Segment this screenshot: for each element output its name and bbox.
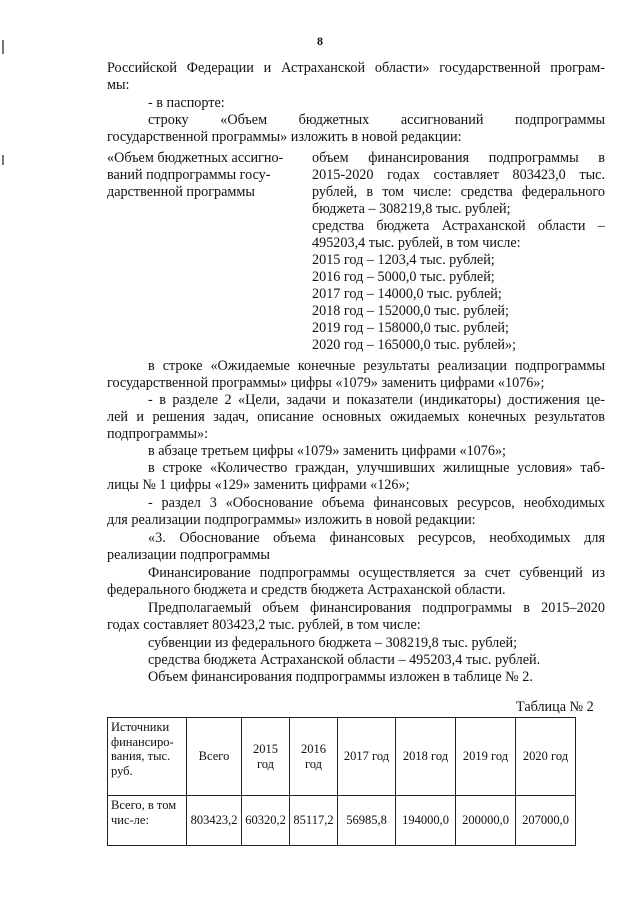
passport-value-line: 2015 год – 1203,4 тыс. рублей; <box>312 252 495 268</box>
header-year-cell: 2019 год <box>456 718 516 796</box>
passport-value-line: рублей, в том числе: средства федерального <box>312 184 605 200</box>
text-line: лицы № 1 цифры «129» заменить цифрами «126»; <box>107 477 410 493</box>
text-line: Российской Федерации и Астраханской области» государственной програм- <box>107 60 605 76</box>
passport-value-line: объем финансирования подпрограммы в <box>312 150 605 166</box>
text-line: государственной программы» цифры «1079» заменить цифрами «1076»; <box>107 375 545 391</box>
passport-value-line: 2017 год – 14000,0 тыс. рублей; <box>312 286 502 302</box>
header-year-cell: 2017 год <box>338 718 396 796</box>
text-line: в строке «Количество граждан, улучшивших жилищные условия» таб- <box>148 460 605 476</box>
text-line: Объем финансирования подпрограммы изложен в таблице № 2. <box>148 669 533 685</box>
text-line: - раздел 3 «Обоснование объема финансовых ресурсов, необходимых <box>148 495 605 511</box>
scan-edge-mark <box>2 155 4 165</box>
header-total-cell: Всего <box>187 718 242 796</box>
passport-value-line: 2018 год – 152000,0 тыс. рублей; <box>312 303 509 319</box>
header-year-cell: 2020 год <box>516 718 576 796</box>
passport-value-line: 2015-2020 годах составляет 803423,0 тыс. <box>312 167 605 183</box>
row-value-cell: 207000,0 <box>516 796 576 846</box>
table-caption: Таблица № 2 <box>516 699 594 715</box>
text-line: в абзаце третьем цифры «1079» заменить цифрами «1076»; <box>148 443 506 459</box>
table-row <box>108 796 576 846</box>
passport-value-line: 495203,4 тыс. рублей, в том числе: <box>312 235 521 251</box>
passport-value-line: средства бюджета Астраханской области – <box>312 218 605 234</box>
row-total-cell: 803423,2 <box>187 796 242 846</box>
text-line: в строке «Ожидаемые конечные результаты реализации подпрограммы <box>148 358 605 374</box>
passport-value-line: 2019 год – 158000,0 тыс. рублей; <box>312 320 509 336</box>
row-value-cell: 194000,0 <box>396 796 456 846</box>
row-value-cell: 56985,8 <box>338 796 396 846</box>
text-line: средства бюджета Астраханской области – 495203,4 тыс. рублей. <box>148 652 541 668</box>
text-line: федерального бюджета и средств бюджета Астраханской области. <box>107 582 506 598</box>
header-year-cell: 2015 год <box>242 718 290 796</box>
text-line: годах составляет 803423,2 тыс. рублей, в том числе: <box>107 617 421 633</box>
table-header-row <box>108 718 576 796</box>
text-line: государственной программы» изложить в новой редакции: <box>107 129 462 145</box>
text-line: для реализации подпрограммы» изложить в новой редакции: <box>107 512 476 528</box>
text-line: лей и решения задач, описание основных ожидаемых конечных результатов <box>107 409 605 425</box>
text-line: мы: <box>107 77 130 93</box>
passport-value-line: бюджета – 308219,8 тыс. рублей; <box>312 201 511 217</box>
text-line: «3. Обоснование объема финансовых ресурсов, необходимых для <box>148 530 605 546</box>
header-year-cell: 2018 год <box>396 718 456 796</box>
text-line: - в разделе 2 «Цели, задачи и показатели (индикаторы) достижения це- <box>148 392 605 408</box>
row-value-cell: 60320,2 <box>242 796 290 846</box>
passport-row-label: «Объем бюджетных ассигно-ваний подпрограммы госу-дарственной программы <box>107 150 284 201</box>
row-value-cell: 85117,2 <box>290 796 338 846</box>
header-source-cell: Источники финансиро-вания, тыс. руб. <box>108 718 187 796</box>
row-source-cell: Всего, в том чис-ле: <box>108 796 187 846</box>
text-line: субвенции из федерального бюджета – 308219,8 тыс. рублей; <box>148 635 518 651</box>
page-number: 8 <box>317 34 323 48</box>
passport-value-line: 2016 год – 5000,0 тыс. рублей; <box>312 269 495 285</box>
text-line: - в паспорте: <box>148 95 225 111</box>
header-year-cell: 2016 год <box>290 718 338 796</box>
text-line: строку «Объем бюджетных ассигнований подпрограммы <box>148 112 605 128</box>
passport-value-line: 2020 год – 165000,0 тыс. рублей»; <box>312 337 517 353</box>
text-line: Предполагаемый объем финансирования подпрограммы в 2015–2020 <box>148 600 605 616</box>
text-line: реализации подпрограммы <box>107 547 270 563</box>
row-value-cell: 200000,0 <box>456 796 516 846</box>
financing-table <box>107 717 576 846</box>
text-line: Финансирование подпрограммы осуществляется за счет субвенций из <box>148 565 605 581</box>
text-line: подпрограммы»: <box>107 426 209 442</box>
